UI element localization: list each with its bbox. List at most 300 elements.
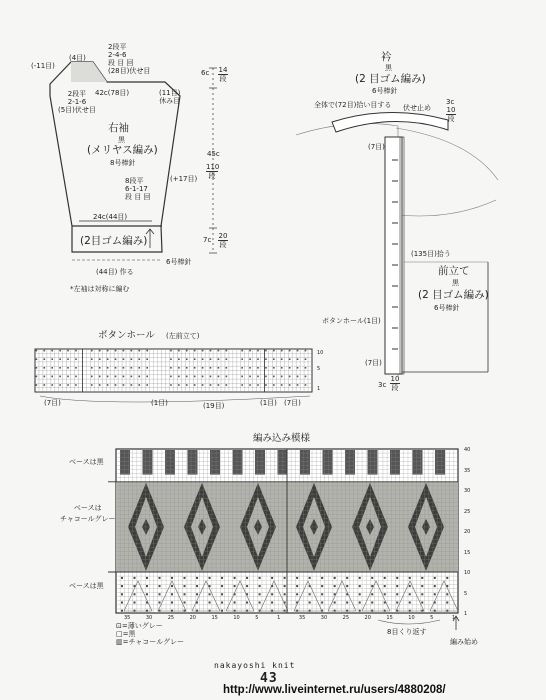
top-pattern-block [255,450,265,475]
front-band-height: 3c [378,381,387,389]
pattern-dot [409,602,411,604]
collar-height-rows [446,106,456,123]
rib-mark [51,384,53,386]
pattern-dot [321,593,323,595]
top-pattern-block [413,450,423,475]
hold-line: 休み目 [159,97,181,105]
rib-mark [44,350,46,352]
colorwork-row-label: 5 [464,590,468,597]
pattern-dot [259,585,261,587]
pattern-dot [371,602,373,604]
pattern-dot [321,585,323,587]
colorwork-repeat: 8目くり返す [387,628,427,636]
rib-mark [226,350,228,352]
colorwork-col-label: 1 [277,615,281,621]
pattern-dot [196,593,198,595]
rib-mark [249,350,251,352]
colorwork-col-label: 10 [233,615,240,621]
rib-mark [36,367,38,369]
shaping-line: 段 目 回 [108,59,134,67]
pattern-dot [184,585,186,587]
rib-mark [281,384,283,386]
rib-mark [44,376,46,378]
top-pattern-block [390,450,400,475]
rib-mark [281,376,283,378]
top-pattern-block [300,450,310,475]
sleeve-cast-on: (44目) 作る [96,268,134,276]
collar-bind-off: 伏せ止め [403,104,431,112]
rib-mark [273,384,275,386]
rib-mark [210,376,212,378]
colorwork-col-label: 15 [211,615,218,621]
rib-mark [226,376,228,378]
rib-mark [51,358,53,360]
rib-mark [51,350,53,352]
pattern-dot [371,585,373,587]
pattern-dot [146,577,148,579]
rib-mark [51,376,53,378]
pattern-dot [234,577,236,579]
pattern-dot [296,585,298,587]
sleeve-cap-top-count: (4目) [69,54,86,62]
pattern-dot [321,577,323,579]
pattern-dot [221,602,223,604]
top-pattern-block [143,450,153,475]
rib-mark [210,350,212,352]
rib-mark [241,358,243,360]
pattern-dot [284,585,286,587]
sleeve-cap-left-count: (-11目) [31,62,55,70]
rib-mark [305,376,307,378]
pattern-dot [421,602,423,604]
rib-mark [178,376,180,378]
pattern-dot [434,577,436,579]
rib-mark [59,350,61,352]
pattern-dot [384,585,386,587]
sleeve-title: 右袖 [108,122,129,134]
sleeve-shaping-top [108,43,150,75]
pattern-dot [421,593,423,595]
rib-mark [178,367,180,369]
rib-mark [241,384,243,386]
pattern-dot [271,577,273,579]
rib-mark [91,367,93,369]
pattern-dot [221,577,223,579]
rib-mark [297,358,299,360]
rib-mark [99,358,101,360]
pattern-dot [184,577,186,579]
pattern-dot [321,602,323,604]
rib-mark [265,367,267,369]
sleeve-width-top: 42c(78目) [95,89,130,97]
colorwork-col-label: 15 [386,615,393,621]
sleeve-shaping-left [58,90,96,114]
rib-mark [75,384,77,386]
sleeve-cap-shade [71,62,107,82]
rib-mark [297,350,299,352]
rib-mark [178,384,180,386]
rib-mark [170,384,172,386]
pattern-dot [409,593,411,595]
top-pattern-block [435,450,445,475]
rib-mark [194,358,196,360]
pattern-dot [209,602,211,604]
rib-mark [75,367,77,369]
buttonhole-label: (7目) [284,399,301,407]
buttonhole-label: (19目) [203,402,225,410]
pattern-dot [121,585,123,587]
rib-mark [186,350,188,352]
buttonhole-row-label: 1 [317,386,321,392]
pattern-dot [296,577,298,579]
top-pattern-block [210,450,220,475]
pattern-dot [334,585,336,587]
pattern-dot [371,577,373,579]
rib-mark [305,358,307,360]
pattern-dot [259,602,261,604]
colorwork-col-label: 20 [364,615,371,621]
pattern-dot [371,593,373,595]
rib-mark [36,384,38,386]
colorwork-section-label: ベースは黒 [69,458,104,466]
rib-mark [138,376,140,378]
pattern-dot [171,602,173,604]
brand-name: nakayoshi knit [214,661,296,670]
rib-mark [202,350,204,352]
rib-mark [186,376,188,378]
rib-mark [115,350,117,352]
rib-mark [202,376,204,378]
rows-value: 110 [206,163,220,171]
rows-value: 14 [218,66,228,74]
pattern-dot [421,585,423,587]
pattern-dot [246,585,248,587]
rows-unit: 段 [219,75,227,83]
rib-mark [99,350,101,352]
pattern-dot [209,577,211,579]
shaping-line: 2段平 [108,43,127,51]
pattern-dot [221,585,223,587]
collar-pickup: 全体で(72目)拾い目する [314,101,392,109]
pattern-dot [346,577,348,579]
pattern-dot [221,593,223,595]
pattern-dot [309,577,311,579]
rib-mark [281,367,283,369]
colorwork-col-label: 25 [342,615,350,621]
pattern-dot [359,610,361,612]
rib-mark [194,367,196,369]
pattern-dot [446,593,448,595]
pattern-dot [271,593,273,595]
top-pattern-block [368,450,378,475]
colorwork-section-label: ベースは黒 [69,582,104,590]
rib-mark [241,367,243,369]
rib-mark [146,367,148,369]
pattern-dot [159,577,161,579]
pattern-dot [196,585,198,587]
pattern-dot [234,602,236,604]
sleeve-dim-mid: 45c [207,150,220,158]
rib-mark [131,367,133,369]
rib-mark [202,358,204,360]
pattern-dot [396,585,398,587]
rib-mark [170,358,172,360]
pattern-dot [359,577,361,579]
rib-mark [107,376,109,378]
pattern-dot [146,585,148,587]
front-band-bottom-count: (7目) [365,359,382,367]
body-neckline [296,123,398,376]
rib-mark [146,376,148,378]
rib-mark [265,358,267,360]
rib-mark [170,350,172,352]
pattern-dot [384,593,386,595]
rib-mark [186,367,188,369]
front-band-needle: 6号棒針 [434,304,460,312]
rib-mark [115,367,117,369]
pattern-dot [146,593,148,595]
rib-mark [249,358,251,360]
rib-mark [257,376,259,378]
top-pattern-block [188,450,198,475]
buttonhole-label: (1目) [151,399,168,407]
rib-mark [99,384,101,386]
rib-mark [138,358,140,360]
rib-mark [36,376,38,378]
rib-mark [297,384,299,386]
rib-mark [99,367,101,369]
colorwork-col-label: 35 [124,615,131,621]
colorwork-row-label: 10 [464,570,471,576]
rib-mark [91,350,93,352]
rib-mark [123,350,125,352]
rib-mark [36,350,38,352]
pattern-dot [309,602,311,604]
rib-mark [265,384,267,386]
colorwork-row-label: 15 [464,549,471,556]
rib-mark [99,376,101,378]
rib-mark [115,384,117,386]
rib-mark [44,358,46,360]
rib-mark [59,384,61,386]
pattern-dot [396,577,398,579]
rib-mark [123,376,125,378]
pattern-dot [359,585,361,587]
shaping-line: (28目)伏せ目 [108,67,151,75]
colorwork-col-label: 30 [145,615,153,621]
front-band-pickup: (135目)拾う [411,250,451,258]
pattern-dot [121,593,123,595]
rib-mark [265,376,267,378]
collar-title: 衿 [381,51,392,63]
colorwork-col-label: 30 [320,615,328,621]
rib-mark [59,376,61,378]
pattern-dot [309,593,311,595]
sleeve-yarn: 黒 [118,136,125,144]
rib-mark [67,358,69,360]
pattern-dot [421,577,423,579]
rib-mark [75,350,77,352]
rib-mark [67,384,69,386]
pattern-dot [209,593,211,595]
colorwork-row-label: 25 [464,508,471,515]
pattern-dot [346,602,348,604]
rib-mark [289,350,291,352]
rib-mark [265,350,267,352]
rib-mark [241,350,243,352]
pattern-dot [346,585,348,587]
front-band-buttonhole: ボタンホール(1目) [322,317,381,325]
pattern-dot [159,585,161,587]
sleeve-dim-bottom-rows [218,232,228,249]
buttonhole-row-label: 5 [317,366,321,372]
pattern-dot [184,602,186,604]
increase-line: 段 目 回 [125,193,151,201]
pattern-dot [171,593,173,595]
pattern-dot [446,577,448,579]
buttonhole-label: (1目) [260,399,277,407]
rib-mark [257,358,259,360]
buttonhole-label: (7目) [44,399,61,407]
rib-mark [107,384,109,386]
rib-mark [249,376,251,378]
rib-mark [202,384,204,386]
rib-mark [218,367,220,369]
pattern-dot [133,593,135,595]
rib-mark [218,384,220,386]
top-pattern-block [278,450,288,475]
rib-mark [178,358,180,360]
pattern-dot [271,602,273,604]
pattern-dot [384,577,386,579]
colorwork-col-label: 10 [408,615,415,621]
pattern-dot [133,602,135,604]
pattern-dot [246,602,248,604]
rib-mark [75,376,77,378]
rib-mark [44,384,46,386]
pattern-dot [121,577,123,579]
body-armhole [398,200,496,216]
shaping-line: 2-1-6 [67,98,87,106]
pattern-dot [284,593,286,595]
pattern-dot [409,577,411,579]
colorwork-start: 編み始め [450,638,478,646]
pattern-dot [159,602,161,604]
rib-mark [131,376,133,378]
rib-mark [194,376,196,378]
colorwork-row-label: 40 [464,447,471,453]
front-band-title: 前立て [438,265,470,277]
rows-value: 20 [218,232,228,240]
rib-mark [241,376,243,378]
increase-line: 6-1-17 [125,185,148,193]
pattern-dot [434,593,436,595]
rib-mark [107,350,109,352]
rows-unit: 段 [447,115,455,123]
sleeve-dim-bottom: 7c [203,236,212,244]
colorwork-col-label: 35 [298,615,306,621]
rib-mark [289,358,291,360]
rib-mark [131,384,133,386]
colorwork-row-label: 30 [464,488,471,494]
top-pattern-block [165,450,175,475]
pattern-dot [334,602,336,604]
colorwork-row-label: 35 [464,467,471,474]
rib-mark [115,358,117,360]
rib-mark [218,358,220,360]
rib-mark [178,350,180,352]
rib-mark [91,384,93,386]
rib-mark [226,358,228,360]
colorwork-title: 編み込み模様 [253,433,311,444]
rib-mark [91,358,93,360]
rib-mark [170,376,172,378]
rib-mark [138,350,140,352]
rows-value: 10 [390,375,400,383]
rib-mark [123,367,125,369]
pattern-dot [334,577,336,579]
rib-mark [59,367,61,369]
collar-side-count: (7目) [368,143,385,151]
rib-mark [194,384,196,386]
pattern-dot [171,585,173,587]
front-band-yarn: 黒 [452,279,459,287]
pattern-dot [359,593,361,595]
pattern-dot [246,577,248,579]
rib-mark [218,376,220,378]
rib-mark [123,384,125,386]
sleeve-needle: 8号棒針 [110,159,136,167]
rib-mark [273,367,275,369]
increase-line: 8段平 [125,177,144,185]
pattern-dot [221,610,223,612]
pattern-dot [121,602,123,604]
front-band-stitch: (2 目ゴム編み) [418,289,489,301]
shaping-line: (5目)伏せ目 [58,106,96,114]
rib-mark [257,350,259,352]
rib-mark [305,384,307,386]
pattern-dot [259,577,261,579]
sleeve-dim-mid-rows [206,163,218,180]
buttonhole-row-label: 10 [317,350,324,356]
rib-mark [75,358,77,360]
rib-mark [273,376,275,378]
front-band-left [385,137,402,374]
front-band-height-rows [390,375,400,392]
shaping-line: 2-4-6 [108,51,127,59]
rib-mark [131,358,133,360]
top-pattern-block [345,450,355,475]
rib-mark [289,384,291,386]
pattern-dot [396,593,398,595]
count-line: (11目) [159,89,181,97]
pattern-dot [434,585,436,587]
pattern-dot [296,593,298,595]
legend-item: □=黒 [116,630,136,638]
rib-mark [257,384,259,386]
rib-mark [123,358,125,360]
rib-mark [297,376,299,378]
page-number: 43 [260,671,278,686]
rib-mark [257,367,259,369]
legend-item: ▥=チャコールグレー [116,638,184,646]
sleeve-increase-total: (+17目) [170,175,198,183]
rib-mark [281,358,283,360]
legend-item: ⊡=薄いグレー [116,622,163,630]
rib-mark [202,367,204,369]
rib-mark [218,350,220,352]
rows-unit: 段 [208,172,216,180]
